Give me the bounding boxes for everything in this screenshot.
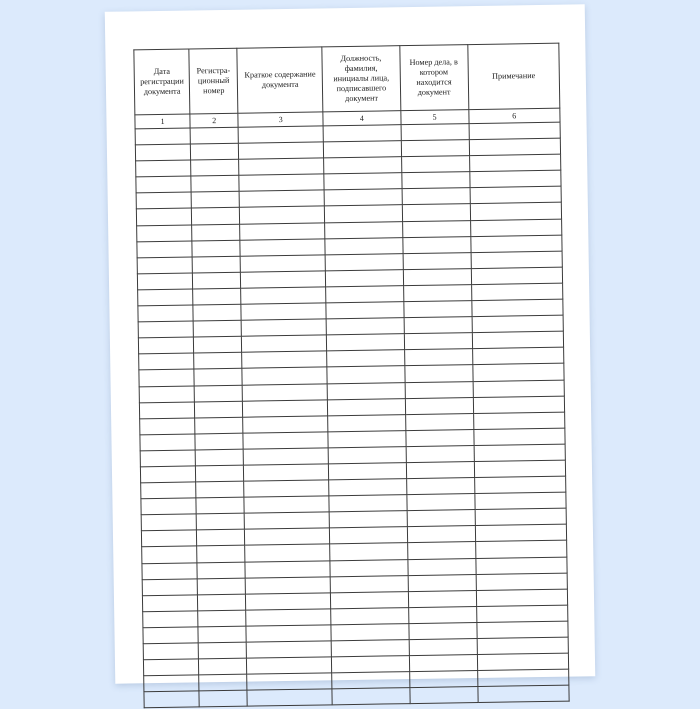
table-cell[interactable] — [474, 444, 566, 462]
header-row — [134, 43, 560, 115]
page-content-area — [133, 43, 568, 656]
table-cell[interactable] — [405, 429, 473, 446]
table-cell[interactable] — [195, 433, 243, 450]
table-cell[interactable] — [143, 627, 198, 644]
table-cell[interactable] — [329, 479, 407, 496]
table-cell[interactable] — [143, 611, 198, 628]
table-cell[interactable] — [137, 273, 192, 290]
table-cell[interactable] — [143, 643, 198, 660]
table-cell[interactable] — [199, 674, 247, 691]
column-number-4: 4 — [323, 111, 401, 126]
table-cell[interactable] — [330, 559, 408, 576]
table-cell[interactable] — [238, 126, 323, 143]
table-cell[interactable] — [194, 369, 242, 386]
table-cell[interactable] — [326, 318, 404, 335]
table-cell[interactable] — [194, 353, 242, 370]
table-cell[interactable] — [197, 530, 245, 547]
table-cell[interactable] — [140, 434, 195, 451]
table-cell[interactable] — [474, 492, 566, 510]
table-cell[interactable] — [408, 590, 476, 607]
table-cell[interactable] — [469, 122, 561, 140]
table-cell[interactable] — [139, 402, 194, 419]
table-cell[interactable] — [407, 526, 475, 543]
table-cell[interactable] — [401, 140, 469, 157]
table-cell[interactable] — [138, 321, 193, 338]
table-cell[interactable] — [404, 349, 472, 366]
table-cell[interactable] — [473, 428, 565, 446]
table-cell[interactable] — [240, 255, 325, 272]
table-cell[interactable] — [197, 578, 245, 595]
table-cell[interactable] — [247, 657, 332, 674]
table-cell[interactable] — [474, 460, 566, 478]
table-cell[interactable] — [407, 542, 475, 559]
table-cell[interactable] — [472, 347, 564, 365]
table-cell[interactable] — [476, 589, 568, 607]
table-cell[interactable] — [246, 609, 331, 626]
table-cell[interactable] — [472, 315, 564, 333]
table-cell[interactable] — [474, 476, 566, 494]
table-cell[interactable] — [403, 285, 471, 302]
table-cell[interactable] — [246, 593, 331, 610]
document-page — [105, 4, 595, 683]
table-cell[interactable] — [331, 607, 409, 624]
table-cell[interactable] — [144, 675, 199, 692]
table-cell[interactable] — [326, 286, 404, 303]
column-number-5: 5 — [400, 110, 468, 125]
table-cell[interactable] — [324, 173, 402, 190]
table-cell[interactable] — [407, 558, 475, 575]
table-cell[interactable] — [401, 124, 469, 141]
table-cell[interactable] — [198, 594, 246, 611]
table-cell[interactable] — [329, 495, 407, 512]
table-cell[interactable] — [409, 622, 477, 639]
table-cell[interactable] — [192, 208, 240, 225]
table-cell[interactable] — [409, 655, 477, 672]
table-cell[interactable] — [239, 158, 324, 175]
table-cell[interactable] — [194, 336, 242, 353]
table-cell[interactable] — [244, 496, 329, 513]
table-cell[interactable] — [331, 624, 409, 641]
table-cell[interactable] — [243, 416, 328, 433]
table-cell[interactable] — [137, 241, 192, 258]
table-cell[interactable] — [196, 465, 244, 482]
table-cell[interactable] — [195, 417, 243, 434]
table-cell[interactable] — [192, 224, 240, 241]
table-cell[interactable] — [247, 673, 332, 690]
table-cell[interactable] — [199, 690, 247, 707]
table-cell[interactable] — [193, 288, 241, 305]
column-number-3: 3 — [238, 112, 323, 127]
table-cell[interactable] — [475, 524, 567, 542]
table-cell[interactable] — [401, 156, 469, 173]
column-header-registration-number: Регистра- ционный номер — [189, 48, 238, 114]
table-cell[interactable] — [471, 267, 563, 285]
table-cell[interactable] — [473, 412, 565, 430]
table-cell[interactable] — [192, 240, 240, 257]
table-cell[interactable] — [332, 688, 410, 705]
table-cell[interactable] — [329, 463, 407, 480]
table-cell[interactable] — [143, 659, 198, 676]
table-cell[interactable] — [325, 205, 403, 222]
table-cell[interactable] — [242, 351, 327, 368]
table-cell[interactable] — [330, 543, 408, 560]
table-cell[interactable] — [242, 367, 327, 384]
table-cell[interactable] — [243, 432, 328, 449]
table-cell[interactable] — [199, 658, 247, 675]
column-number-2: 2 — [190, 113, 238, 128]
table-cell[interactable] — [326, 270, 404, 287]
table-cell[interactable] — [135, 144, 190, 161]
table-cell[interactable] — [327, 350, 405, 367]
table-cell[interactable] — [246, 641, 331, 658]
table-cell[interactable] — [137, 257, 192, 274]
table-cell[interactable] — [141, 498, 196, 515]
table-cell[interactable] — [142, 579, 197, 596]
table-cell[interactable] — [242, 335, 327, 352]
column-header-signatory: Должность, фамилия, инициалы лица, подписавшего документ — [322, 46, 400, 112]
table-cell[interactable] — [328, 430, 406, 447]
table-cell[interactable] — [332, 656, 410, 673]
table-cell[interactable] — [244, 464, 329, 481]
table-cell[interactable] — [475, 541, 567, 559]
table-cell[interactable] — [324, 189, 402, 206]
table-cell[interactable] — [471, 283, 563, 301]
table-cell[interactable] — [247, 689, 332, 706]
table-cell[interactable] — [402, 236, 470, 253]
table-cell[interactable] — [193, 272, 241, 289]
table-cell[interactable] — [141, 482, 196, 499]
table-cell[interactable] — [477, 653, 569, 671]
table-cell[interactable] — [327, 382, 405, 399]
column-header-note: Примечание — [467, 43, 559, 109]
table-cell[interactable] — [407, 510, 475, 527]
table-cell[interactable] — [476, 605, 568, 623]
table-cell[interactable] — [478, 685, 570, 703]
table-cell[interactable] — [142, 546, 197, 563]
table-cell[interactable] — [477, 637, 569, 655]
table-cell[interactable] — [198, 626, 246, 643]
table-cell[interactable] — [473, 380, 565, 398]
table-cell[interactable] — [244, 512, 329, 529]
table-cell[interactable] — [406, 462, 474, 479]
table-cell[interactable] — [470, 187, 562, 205]
table-cell[interactable] — [328, 414, 406, 431]
table-cell[interactable] — [404, 365, 472, 382]
table-cell[interactable] — [240, 222, 325, 239]
table-cell[interactable] — [243, 448, 328, 465]
table-cell[interactable] — [139, 353, 194, 370]
table-cell[interactable] — [470, 235, 562, 253]
table-cell[interactable] — [472, 331, 564, 349]
table-cell[interactable] — [472, 364, 564, 382]
table-cell[interactable] — [136, 160, 191, 177]
table-cell[interactable] — [331, 640, 409, 657]
table-cell[interactable] — [246, 625, 331, 642]
table-cell[interactable] — [196, 513, 244, 530]
table-cell[interactable] — [475, 557, 567, 575]
table-cell[interactable] — [194, 385, 242, 402]
table-cell[interactable] — [241, 319, 326, 336]
table-cell[interactable] — [245, 528, 330, 545]
table-cell[interactable] — [403, 301, 471, 318]
table-cell[interactable] — [191, 176, 239, 193]
table-cell[interactable] — [470, 203, 562, 221]
table-cell[interactable] — [330, 575, 408, 592]
table-cell[interactable] — [471, 251, 563, 269]
table-cell[interactable] — [402, 220, 470, 237]
table-cell[interactable] — [402, 188, 470, 205]
table-cell[interactable] — [245, 560, 330, 577]
table-cell[interactable] — [325, 253, 403, 270]
table-header — [134, 43, 560, 129]
table-cell[interactable] — [137, 225, 192, 242]
table-cell[interactable] — [241, 303, 326, 320]
table-cell[interactable] — [190, 127, 238, 144]
table-cell[interactable] — [409, 671, 477, 688]
table-cell[interactable] — [328, 447, 406, 464]
table-body — [135, 122, 569, 708]
table-cell[interactable] — [138, 337, 193, 354]
table-cell[interactable] — [404, 333, 472, 350]
table-cell[interactable] — [405, 397, 473, 414]
table-cell[interactable] — [408, 606, 476, 623]
table-cell[interactable] — [197, 546, 245, 563]
table-cell[interactable] — [244, 480, 329, 497]
column-number-6: 6 — [468, 108, 560, 123]
table-cell[interactable] — [245, 576, 330, 593]
table-cell[interactable] — [239, 190, 324, 207]
table-cell[interactable] — [241, 271, 326, 288]
table-cell[interactable] — [136, 176, 191, 193]
table-cell[interactable] — [193, 304, 241, 321]
table-cell[interactable] — [471, 299, 563, 317]
table-cell[interactable] — [469, 138, 561, 156]
table-cell[interactable] — [401, 172, 469, 189]
table-cell[interactable] — [331, 591, 409, 608]
table-cell[interactable] — [141, 514, 196, 531]
column-number-1: 1 — [135, 114, 190, 129]
table-cell[interactable] — [198, 642, 246, 659]
table-cell[interactable] — [477, 669, 569, 687]
table-cell[interactable] — [406, 494, 474, 511]
table-cell[interactable] — [191, 159, 239, 176]
table-cell[interactable] — [326, 302, 404, 319]
table-cell[interactable] — [330, 527, 408, 544]
table-cell[interactable] — [138, 289, 193, 306]
table-cell[interactable] — [469, 170, 561, 188]
table-cell[interactable] — [475, 508, 567, 526]
table-cell[interactable] — [140, 418, 195, 435]
table-cell[interactable] — [140, 450, 195, 467]
table-cell[interactable] — [327, 334, 405, 351]
table-cell[interactable] — [408, 574, 476, 591]
column-header-date: Дата регистрации документа — [134, 49, 190, 115]
table-cell[interactable] — [329, 511, 407, 528]
table-cell[interactable] — [198, 610, 246, 627]
table-cell[interactable] — [405, 413, 473, 430]
table-cell[interactable] — [193, 320, 241, 337]
table-cell[interactable] — [332, 672, 410, 689]
table-cell[interactable] — [325, 221, 403, 238]
table-cell[interactable] — [195, 449, 243, 466]
table-cell[interactable] — [241, 287, 326, 304]
table-cell[interactable] — [476, 573, 568, 591]
table-cell[interactable] — [410, 687, 478, 704]
table-cell[interactable] — [476, 621, 568, 639]
table-cell[interactable] — [191, 192, 239, 209]
table-cell[interactable] — [404, 317, 472, 334]
table-cell[interactable] — [406, 445, 474, 462]
table-cell[interactable] — [469, 154, 561, 172]
table-cell[interactable] — [325, 237, 403, 254]
table-cell[interactable] — [138, 305, 193, 322]
table-cell[interactable] — [403, 252, 471, 269]
table-cell[interactable] — [328, 398, 406, 415]
table-cell[interactable] — [240, 206, 325, 223]
table-cell[interactable] — [406, 478, 474, 495]
table-cell[interactable] — [409, 639, 477, 656]
table-cell[interactable] — [470, 219, 562, 237]
table-cell[interactable] — [242, 383, 327, 400]
table-cell[interactable] — [139, 385, 194, 402]
table-cell[interactable] — [197, 562, 245, 579]
table-cell[interactable] — [240, 239, 325, 256]
table-cell[interactable] — [324, 141, 402, 158]
table-cell[interactable] — [196, 497, 244, 514]
column-header-summary: Краткое содержание документа — [237, 47, 323, 113]
table-cell[interactable] — [403, 268, 471, 285]
table-cell[interactable] — [323, 125, 401, 142]
table-cell[interactable] — [142, 562, 197, 579]
table-cell[interactable] — [135, 128, 190, 145]
table-cell[interactable] — [239, 174, 324, 191]
table-cell[interactable] — [142, 595, 197, 612]
table-cell[interactable] — [324, 157, 402, 174]
table-cell[interactable] — [239, 142, 324, 159]
column-header-case-number: Номер дела, в котором находится документ — [399, 45, 468, 111]
table-cell[interactable] — [191, 143, 239, 160]
table-cell[interactable] — [405, 381, 473, 398]
table-cell[interactable] — [136, 192, 191, 209]
table-cell[interactable] — [402, 204, 470, 221]
table-cell[interactable] — [140, 466, 195, 483]
table-cell[interactable] — [195, 401, 243, 418]
table-cell[interactable] — [327, 366, 405, 383]
table-cell[interactable] — [245, 544, 330, 561]
table-cell[interactable] — [192, 256, 240, 273]
table-cell[interactable] — [243, 399, 328, 416]
table-cell[interactable] — [473, 396, 565, 414]
table-cell[interactable] — [141, 530, 196, 547]
registration-journal-table — [133, 43, 569, 709]
table-cell[interactable] — [139, 369, 194, 386]
table-cell[interactable] — [196, 481, 244, 498]
table-cell[interactable] — [136, 208, 191, 225]
